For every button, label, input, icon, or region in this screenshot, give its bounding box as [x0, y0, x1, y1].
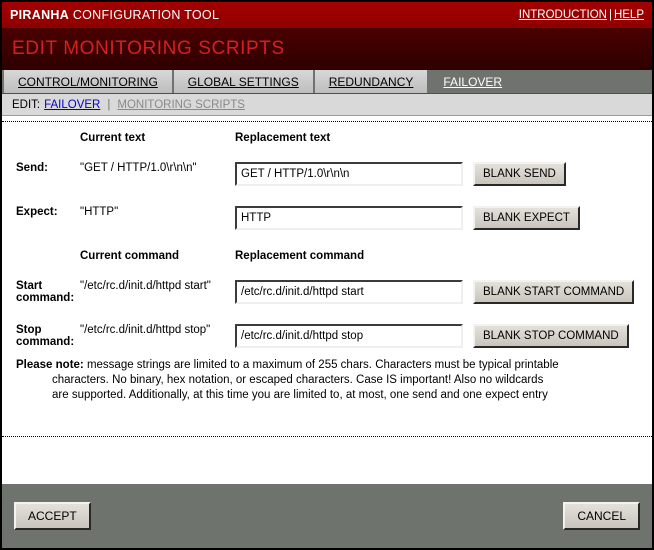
main-tabs	[2, 70, 652, 94]
start-command-row	[2, 280, 652, 304]
breadcrumb-failover-link[interactable]: FAILOVER	[44, 98, 101, 111]
tab-global-settings[interactable]: GLOBAL SETTINGS	[174, 70, 315, 93]
page-title-bar	[2, 28, 652, 70]
breadcrumb-current: MONITORING SCRIPTS	[117, 98, 245, 111]
stop-command-current-value: "/etc/rc.d/init.d/httpd stop"	[80, 324, 211, 336]
tab-redundancy[interactable]: REDUNDANCY	[315, 70, 430, 93]
form-footer	[2, 484, 652, 548]
note-line-2: characters. No binary, hex notation, or escaped characters. Case IS important! Also no wildcards	[52, 374, 544, 386]
start-command-label: Start command:	[16, 280, 75, 304]
expect-row	[2, 206, 652, 230]
tab-failover[interactable]: FAILOVER	[429, 70, 516, 93]
note-line-3: are supported. Additionally, at this time you are limited to, at most, one send and one expect entry	[52, 389, 548, 401]
expect-input[interactable]	[235, 206, 463, 230]
header-links	[519, 9, 644, 21]
app-brand	[10, 8, 219, 22]
brand-subtitle: CONFIGURATION TOOL	[69, 8, 220, 22]
page-title: EDIT MONITORING SCRIPTS	[12, 38, 285, 59]
note-label: Please note:	[16, 359, 84, 371]
text-column-headers	[2, 132, 652, 150]
current-command-header: Current command	[80, 250, 180, 262]
start-command-input[interactable]	[235, 280, 463, 304]
form-note	[2, 348, 652, 403]
send-input[interactable]	[235, 162, 463, 186]
send-label: Send:	[16, 162, 48, 174]
blank-expect-button[interactable]: BLANK EXPECT	[473, 206, 580, 230]
replacement-text-header: Replacement text	[235, 132, 331, 144]
accept-button[interactable]: ACCEPT	[14, 502, 91, 530]
expect-label: Expect:	[16, 206, 58, 218]
monitoring-scripts-form	[2, 121, 652, 437]
breadcrumb-separator: |	[107, 98, 111, 111]
cancel-button[interactable]: CANCEL	[563, 502, 640, 530]
start-command-current-value: "/etc/rc.d/init.d/httpd start"	[80, 280, 211, 292]
introduction-link[interactable]: INTRODUCTION	[518, 9, 607, 21]
breadcrumb	[2, 94, 652, 116]
brand-name: PIRANHA	[10, 8, 70, 22]
help-link[interactable]: HELP	[613, 9, 644, 21]
send-row	[2, 162, 652, 186]
blank-start-command-button[interactable]: BLANK START COMMAND	[473, 280, 634, 304]
header-link-separator: |	[608, 9, 612, 21]
stop-command-label: Stop command:	[16, 324, 75, 348]
command-column-headers	[2, 250, 652, 268]
replacement-command-header: Replacement command	[235, 250, 365, 262]
note-line-1: message strings are limited to a maximum of 255 chars. Characters must be typical printable	[83, 359, 559, 371]
expect-current-value: "HTTP"	[80, 206, 119, 218]
stop-command-row	[2, 324, 652, 348]
send-current-value: "GET / HTTP/1.0\r\n\n"	[80, 162, 197, 174]
blank-stop-command-button[interactable]: BLANK STOP COMMAND	[473, 324, 629, 348]
stop-command-input[interactable]	[235, 324, 463, 348]
app-header-bar	[2, 2, 652, 28]
current-text-header: Current text	[80, 132, 146, 144]
blank-send-button[interactable]: BLANK SEND	[473, 162, 566, 186]
breadcrumb-prefix: EDIT:	[12, 98, 41, 111]
tab-control-monitoring[interactable]: CONTROL/MONITORING	[2, 70, 174, 93]
